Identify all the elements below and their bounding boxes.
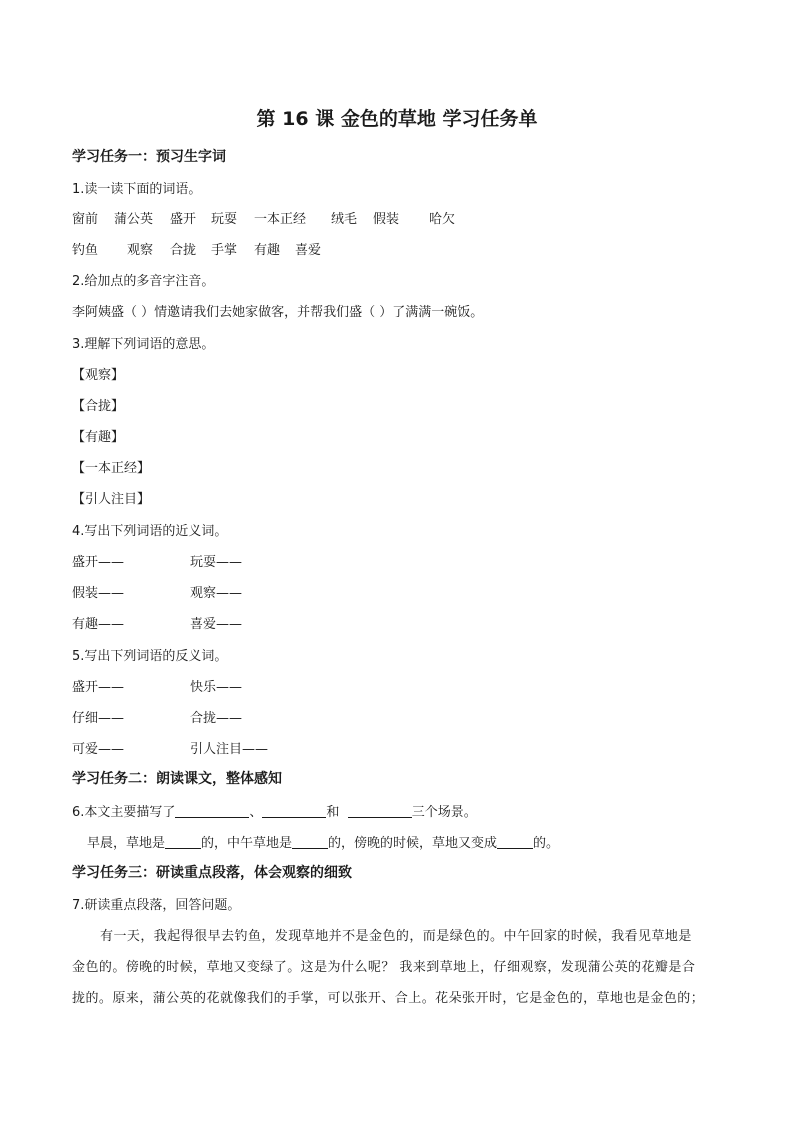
vocab-word: 蒲公英 xyxy=(114,212,154,227)
vocab-word: 观察 xyxy=(127,243,154,258)
question-7: 7.研读重点段落，回答问题。 xyxy=(72,898,241,913)
term-item: 【有趣】 xyxy=(72,430,125,445)
passage-line: 拢的。原来，蒲公英的花就像我们的手掌，可以张开、合上。花朵张开时，它是金色的，草地也是金色的； xyxy=(72,991,705,1006)
vocab-word: 假装 xyxy=(373,212,400,227)
vocab-word: 有趣 xyxy=(254,243,281,258)
task2-heading: 学习任务二：朗读课文，整体感知 xyxy=(72,771,282,787)
vocab-word: 绒毛 xyxy=(331,212,358,227)
antonym-item: 快乐—— xyxy=(190,680,243,695)
vocab-word: 手掌 xyxy=(211,243,238,258)
vocab-word: 钓鱼 xyxy=(72,243,99,258)
page-title: 第 16 课 金色的草地 学习任务单 xyxy=(256,108,538,130)
question-1: 1.读一读下面的词语。 xyxy=(72,182,202,197)
q6-start: 6.本文主要描写了 xyxy=(72,805,176,820)
fill-text: 早晨，草地是 xyxy=(87,836,166,851)
passage-line: 有一天，我起得很早去钓鱼，发现草地并不是金色的，而是绿色的。中午回家的时候，我看见草地是 xyxy=(100,929,692,944)
task1-heading: 学习任务一：预习生字词 xyxy=(72,149,226,165)
synonym-item: 有趣—— xyxy=(72,617,125,632)
answer-blank[interactable] xyxy=(175,803,249,818)
vocab-word: 哈欠 xyxy=(429,212,456,227)
vocab-word: 盛开 xyxy=(170,212,197,227)
passage-line: 金色的。傍晚的时候，草地又变绿了。这是为什么呢？ 我来到草地上，仔细观察，发现蒲公英的花瓣是合 xyxy=(72,960,696,975)
synonym-item: 盛开—— xyxy=(72,555,125,570)
q6-sep: 、 xyxy=(249,805,263,820)
q6-end: 三个场景。 xyxy=(411,805,477,820)
polyphone-sentence: 李阿姨盛（ ）情邀请我们去她家做客，并帮我们盛（ ）了满满一碗饭。 xyxy=(72,305,484,320)
antonym-item: 盛开—— xyxy=(72,680,125,695)
answer-blank[interactable] xyxy=(262,803,326,818)
antonym-item: 引人注目—— xyxy=(190,742,269,757)
antonym-item: 仔细—— xyxy=(72,711,125,726)
question-4: 4.写出下列词语的近义词。 xyxy=(72,524,228,539)
answer-blank[interactable] xyxy=(497,834,533,849)
question-6 xyxy=(72,801,477,820)
vocab-word: 合拢 xyxy=(170,243,197,258)
synonym-item: 观察—— xyxy=(190,586,243,601)
term-item: 【观察】 xyxy=(72,368,125,383)
term-item: 【引人注目】 xyxy=(72,492,151,507)
term-item: 【合拢】 xyxy=(72,399,125,414)
vocab-word: 喜爱 xyxy=(295,243,322,258)
antonym-item: 可爱—— xyxy=(72,742,125,757)
answer-blank[interactable] xyxy=(348,803,412,818)
task3-heading: 学习任务三：研读重点段落，体会观察的细致 xyxy=(72,865,352,881)
term-item: 【一本正经】 xyxy=(72,461,151,476)
synonym-item: 假装—— xyxy=(72,586,125,601)
question-2: 2.给加点的多音字注音。 xyxy=(72,274,215,289)
question-5: 5.写出下列词语的反义词。 xyxy=(72,649,228,664)
q6-sep: 和 xyxy=(326,805,340,820)
fill-text: 的，中午草地是 xyxy=(201,836,293,851)
vocab-word: 窗前 xyxy=(72,212,99,227)
answer-blank[interactable] xyxy=(292,834,328,849)
question-3: 3.理解下列词语的意思。 xyxy=(72,337,215,352)
fill-text: 的，傍晚的时候，草地又变成 xyxy=(328,836,498,851)
answer-blank[interactable] xyxy=(165,834,201,849)
antonym-item: 合拢—— xyxy=(190,711,243,726)
synonym-item: 喜爱—— xyxy=(190,617,243,632)
vocab-word: 玩耍 xyxy=(211,212,238,227)
vocab-word: 一本正经 xyxy=(254,212,307,227)
fill-text: 的。 xyxy=(533,836,560,851)
synonym-item: 玩耍—— xyxy=(190,555,243,570)
fill-sentence xyxy=(87,832,559,851)
